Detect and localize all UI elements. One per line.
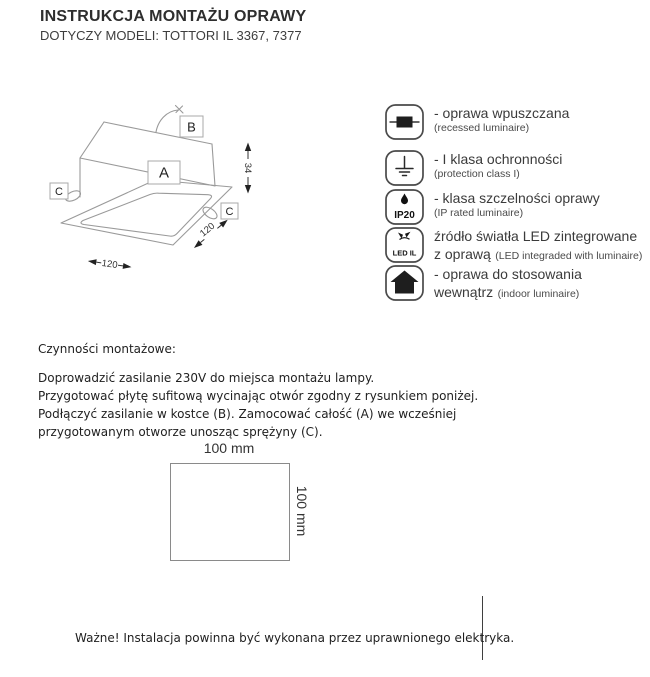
- instruction-line: Doprowadzić zasilanie 230V do miejsca montażu lampy.: [38, 371, 375, 385]
- feature-row-protection-class: [385, 150, 562, 186]
- wire-connector: [176, 106, 184, 114]
- cutout-template: [170, 463, 290, 561]
- feature-label-en: (recessed luminaire): [434, 122, 530, 134]
- feature-label-en: (LED integraded with luminaire): [495, 250, 643, 262]
- ip-rating-icon: [385, 189, 424, 225]
- protection-class-icon: [385, 150, 424, 186]
- recessed-luminaire-icon: [385, 104, 424, 140]
- feature-label-en: (protection class I): [434, 168, 520, 180]
- led-badge: LED IL: [392, 248, 417, 258]
- dim-height: [242, 143, 253, 194]
- feature-row-indoor-use: [385, 265, 582, 303]
- cutout-height-label: 100 mm: [294, 485, 310, 537]
- safety-warning: Ważne! Instalacja powinna być wykonana przez uprawnionego elektryka.: [75, 631, 515, 645]
- dim-height-value: 34: [242, 162, 253, 174]
- instructions-heading: Czynności montażowe:: [38, 342, 176, 356]
- label-b: B: [187, 119, 196, 135]
- instruction-line: Podłączyć zasilanie w kostce (B). Zamocować całość (A) we wcześniej: [38, 407, 457, 421]
- ip-badge: IP20: [394, 210, 415, 221]
- feature-label-pl: - klasa szczelności oprawy: [434, 190, 600, 206]
- instruction-line: przygotowanym otworze unosząc sprężyny (C).: [38, 425, 323, 439]
- feature-label-pl: - oprawa wpuszczana: [434, 105, 570, 121]
- feature-label-pl: źródło światła LED zintegrowane: [434, 228, 638, 244]
- feature-row-recessed: [385, 104, 569, 140]
- feature-row-ip-rating: [385, 189, 600, 225]
- feature-label-en: (IP rated luminaire): [434, 207, 524, 219]
- label-c-left: C: [55, 186, 63, 198]
- feature-label-pl: - I klasa ochronności: [434, 151, 563, 167]
- feature-label-pl2: z oprawą: [434, 246, 491, 262]
- instruction-line: Przygotować płytę sufitową wycinając otwór zgodny z rysunkiem poniżej.: [38, 389, 479, 403]
- feature-label-pl2: wewnątrz: [434, 284, 494, 300]
- dim-depth-value: 120: [198, 220, 218, 240]
- label-c-right: C: [225, 206, 234, 218]
- feature-label-en: (indoor luminaire): [497, 288, 580, 300]
- dim-width: [87, 256, 132, 273]
- divider-line: [482, 596, 483, 660]
- feature-row-led-source: [385, 227, 642, 265]
- part-labels: [50, 116, 238, 219]
- mounting-instructions: [38, 340, 478, 441]
- feature-label-pl: - oprawa do stosowania: [434, 266, 582, 282]
- dim-width-value: 120: [100, 257, 119, 272]
- spring-right: [201, 205, 219, 221]
- cutout-width-label: 100 mm: [203, 440, 255, 456]
- wire: [156, 110, 178, 132]
- indoor-use-icon: [385, 265, 424, 301]
- led-source-icon: [385, 227, 424, 263]
- label-a: A: [158, 164, 170, 182]
- page-title: INSTRUKCJA MONTAŻU OPRAWY: [40, 8, 307, 25]
- page-subtitle: DOTYCZY MODELI: TOTTORI IL 3367, 7377: [40, 28, 302, 43]
- luminaire-diagram: [40, 97, 270, 282]
